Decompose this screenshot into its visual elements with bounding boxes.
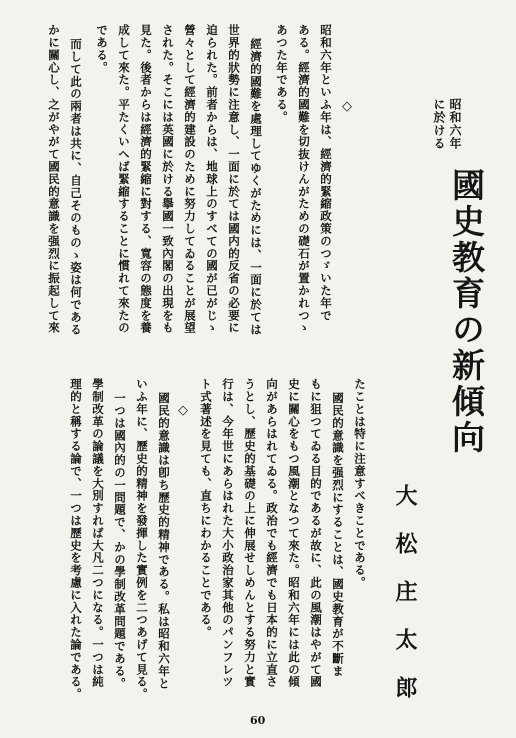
body-column: された。そこには英國に於ける擧國一致內閣の出現をも — [161, 24, 175, 334]
body-column: うとし、歷史的基礎の上に伸展せしめんとする努力と實 — [243, 378, 257, 688]
body-column: 而して此の兩者は共に、自己そのものゝ姿は何である — [69, 38, 83, 336]
body-column: 世界的狀勢に注意し、一面に於ては國内的反省の必要に — [227, 24, 241, 334]
page-number: 60 — [250, 714, 266, 727]
section-ornament: ◇ — [342, 99, 352, 114]
body-column: 史に關心をもつ風潮となつて來た。昭和六年には此の傾 — [287, 378, 301, 688]
body-column: 昭和六年といふ年は、經濟的緊縮政策のつゞいた年で — [319, 24, 333, 322]
article-title: 國史教育の新傾向 — [447, 168, 486, 456]
body-column: 國民的意識を强烈にすることは、國史教育が不斷ま — [331, 392, 345, 678]
body-column: たことは特に注意すべきことである。 — [353, 378, 367, 589]
title-prefix-line: に於ける — [432, 98, 446, 150]
body-column: 向があらはれてゐる。政治でも經濟でも日本的に立直さ — [265, 378, 279, 688]
body-column: 理的と稱する論で、一つは歷史を考慮に入れた論である。 — [69, 378, 83, 701]
body-column: 營々として經濟的建設のために努力してゐることが展望 — [183, 24, 197, 334]
body-column: 經濟的國難を處理してゆくがためには、一面に於ては — [249, 38, 263, 336]
body-column: 國民的意識は卽ち歷史的精神である。私は昭和六年と — [157, 392, 171, 690]
title-prefix-line: 昭和六年 — [448, 98, 462, 150]
body-column: 見た。後者からは經濟的緊縮に對する、寬容の態度を養 — [139, 24, 153, 334]
body-column: もに狙つてゐる目的であるが故に、此の風潮はやがて國 — [309, 378, 323, 688]
body-column: 一つは國內的の一問題で、かの學制改革問題である。 — [113, 392, 127, 690]
body-column: いふ年に、歷史的精神を發揮した實例を二つあげて見る。 — [135, 378, 149, 701]
body-column: 學制改革の論議を大別すれば大凡二つになる。一つは純 — [91, 378, 105, 688]
body-column: あつた年である。 — [275, 24, 289, 124]
body-column: 迫られた。前者からは、地球上のすべての國が已がじゝ — [205, 24, 219, 334]
author-name: 大松庄太郎 — [392, 484, 418, 724]
body-column: ある。經濟的國難を切抜けんがための礎石が置かれつゝ — [297, 24, 311, 334]
body-column: かに關心し、之がやがて國民的意識を强烈に振起して來 — [47, 24, 61, 334]
section-ornament: ◇ — [178, 403, 188, 418]
body-column: ト式著述を見ても、直ちにわかることである。 — [199, 378, 213, 639]
body-column: 成して來た。平たくいへば緊縮することに慣れて來たの — [117, 24, 131, 334]
body-column: 行は、今年世にあらはれた大小政治家其他のパンフレツ — [221, 378, 235, 688]
body-column: である。 — [95, 24, 109, 74]
